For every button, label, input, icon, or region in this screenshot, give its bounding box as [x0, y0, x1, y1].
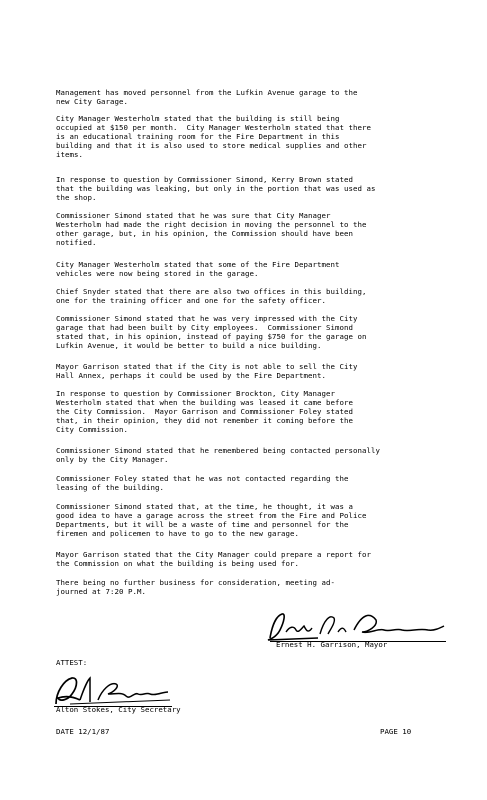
paragraph-building-occupied: City Manager Westerholm stated that the building is still being occupied at $150 per month. City Manager Westerholm stated that there is an educational training room for the Fire Department in this building and that it is also used to store medical supplies and other items.: [56, 114, 371, 159]
paragraph-building-leaking: In response to question by Commissioner Simond, Kerry Brown stated that the building was leaking, but only in the portion that was used as the shop.: [56, 175, 376, 202]
paragraph-vehicles-stored: City Manager Westerholm stated that some of the Fire Department vehicles were now being stored in the garage.: [56, 260, 340, 278]
paragraph-city-hall-annex: Mayor Garrison stated that if the City is not able to sell the City Hall Annex, perhaps it could be used by the Fire Department.: [56, 362, 358, 380]
paragraph-lease-question: In response to question by Commissioner Brockton, City Manager Westerholm stated that when the building was leased it came before the City Commission. Mayor Garrison and Commissioner Foley stated that, in their opinion, they did not remember it coming before the City Commission.: [56, 389, 353, 434]
footer-page: PAGE 10: [380, 727, 412, 736]
secretary-signature: [50, 670, 175, 710]
paragraph-city-garage: Commissioner Simond stated that he was very impressed with the City garage that had been built by City employees. Commissioner Simond stated that, in his opinion, instead of paying $750 for the garage on Lufkin Avenue, it would be better to build a nice building.: [56, 314, 367, 350]
paragraph-garage-across-street: Commissioner Simond stated that, at the time, he thought, it was a good idea to have a garage across the street from the Fire and Police Departments, but it will be a waste of time and personnel for the firemen and policemen to have to go to the new garage.: [56, 502, 367, 538]
paragraph-commission-notified: Commissioner Simond stated that he was sure that City Manager Westerholm had made the right decision in moving the personnel to the other garage, but, in his opinion, the Commission should have been notified.: [56, 211, 367, 247]
paragraph-garage-move: Management has moved personnel from the Lufkin Avenue garage to the new City Garage.: [56, 88, 358, 106]
paragraph-adjourned: There being no further business for consideration, meeting ad- journed at 7:20 P.M.: [56, 578, 335, 596]
attest-label: ATTEST:: [56, 658, 88, 667]
paragraph-contacted-personally: Commissioner Simond stated that he remembered being contacted personally only by the City Manager.: [56, 446, 380, 464]
footer-date: DATE 12/1/87: [56, 727, 110, 736]
secretary-name: Alton Stokes, City Secretary: [56, 705, 181, 714]
paragraph-foley-not-contacted: Commissioner Foley stated that he was not contacted regarding the leasing of the building.: [56, 474, 349, 492]
paragraph-report: Mayor Garrison stated that the City Manager could prepare a report for the Commission on what the building is being used for.: [56, 550, 371, 568]
mayor-name: Ernest H. Garrison, Mayor: [276, 640, 388, 649]
paragraph-offices: Chief Snyder stated that there are also two offices in this building, one for the training officer and one for the safety officer.: [56, 287, 367, 305]
